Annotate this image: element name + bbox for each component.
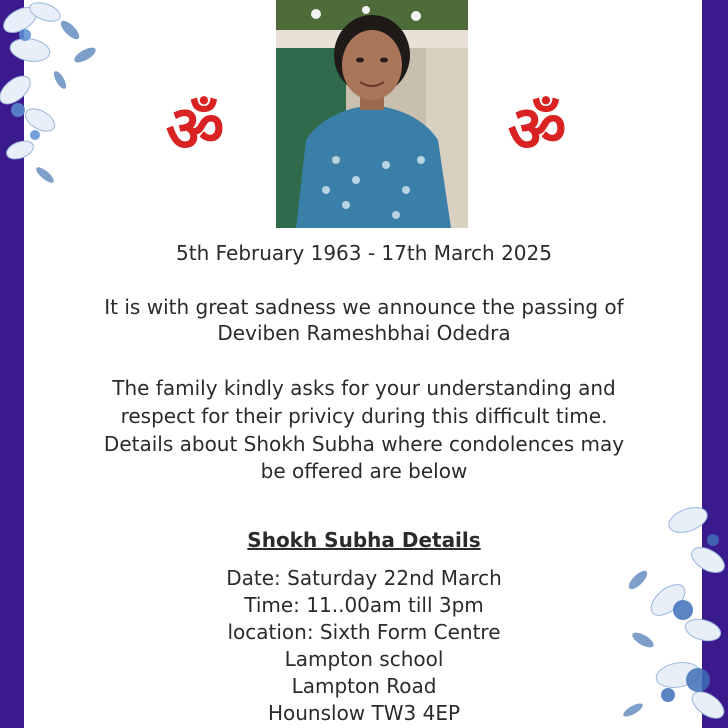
right-border (702, 0, 728, 728)
details-venue: Lampton school (284, 647, 444, 671)
family-message-line-2: respect for their privicy during this difficult time. (120, 404, 608, 428)
details-road: Lampton Road (291, 674, 437, 698)
family-message-line-3: Details about Shokh Subha where condolences may (103, 432, 625, 456)
family-message-line-4: be offered are below (260, 459, 468, 483)
deceased-name: Deviben Rameshbhai Odedra (217, 321, 511, 345)
details-date: Date: Saturday 22nd March (226, 566, 502, 590)
family-message-line-1: The family kindly asks for your understanding and (112, 376, 616, 400)
announcement-line-1: It is with great sadness we announce the passing of (104, 295, 624, 319)
left-border (0, 0, 24, 728)
life-dates: 5th February 1963 - 17th March 2025 (176, 241, 552, 265)
details-time: Time: 11..00am till 3pm (244, 593, 484, 617)
details-heading: Shokh Subha Details (247, 528, 481, 552)
portrait-photo (276, 0, 468, 228)
om-icon-right: ॐ (495, 95, 579, 165)
details-location: location: Sixth Form Centre (227, 620, 501, 644)
om-icon-left: ॐ (153, 95, 237, 165)
details-town: Hounslow TW3 4EP (267, 701, 461, 725)
